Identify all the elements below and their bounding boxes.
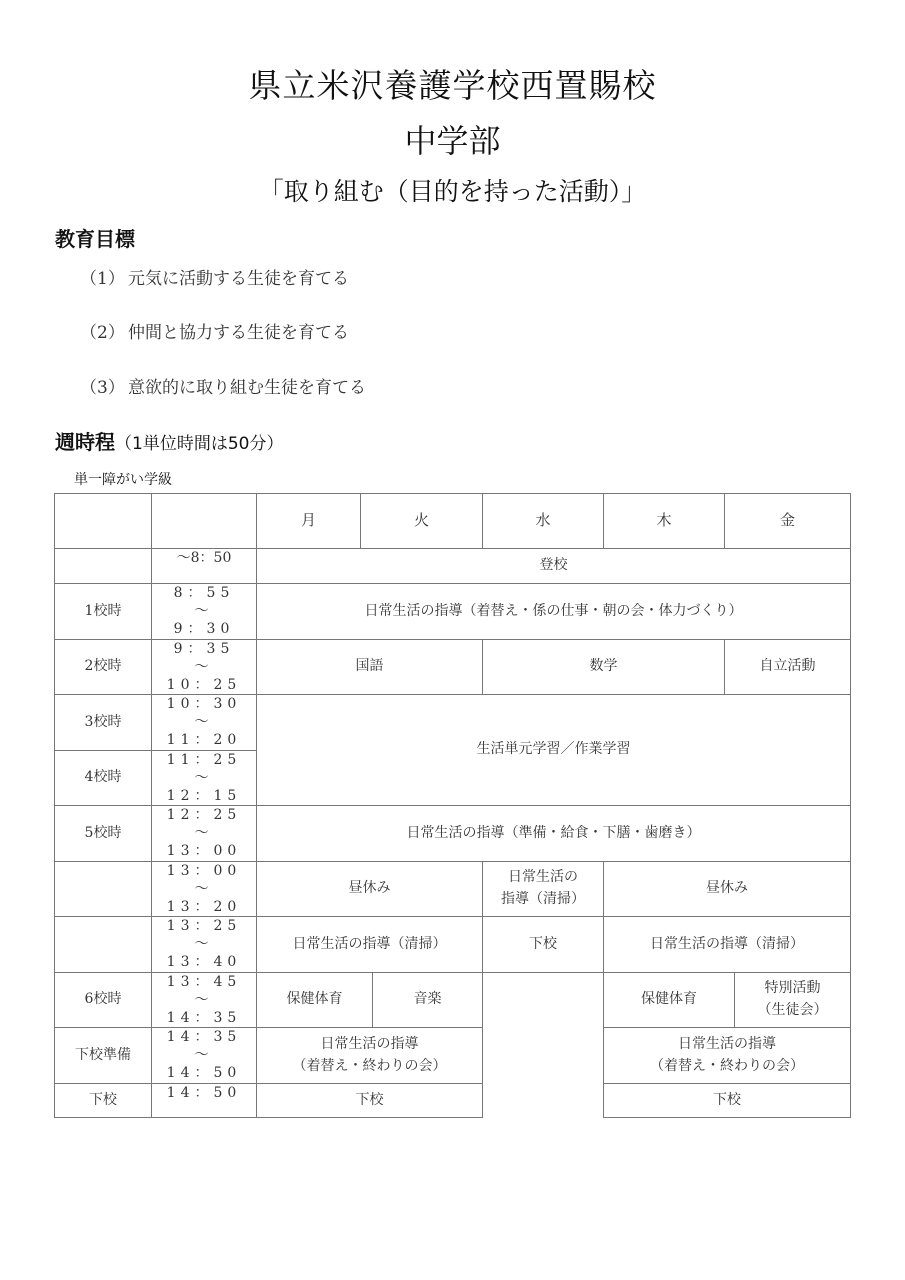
time-cell	[151, 548, 257, 584]
lunch-wed-line2: 指導（清掃）	[501, 891, 585, 907]
time-cell	[151, 1083, 257, 1118]
time-separator: ～	[194, 603, 214, 619]
prep-thu-fri-cell	[603, 1027, 851, 1084]
time-cell	[151, 750, 257, 806]
p6-mon-cell: 保健体育	[256, 972, 373, 1028]
weekly-schedule-heading	[55, 426, 283, 455]
time-start: 13：45	[166, 974, 242, 990]
time-start: 10：30	[166, 696, 242, 712]
header-blank-time	[151, 493, 257, 549]
goal-number: （3）	[80, 378, 125, 398]
prep-line1: 日常生活の指導	[678, 1035, 776, 1052]
period-label: 下校	[54, 1083, 152, 1118]
goal-text: 元気に活動する生徒を育てる	[128, 269, 349, 289]
time-end: 10：25	[166, 677, 242, 693]
time-start: 12：25	[166, 807, 242, 823]
p6-fri-line1: 特別活動	[764, 980, 821, 997]
lunch-thu-fri-cell: 昼休み	[603, 861, 851, 917]
time-end: 9：30	[173, 621, 235, 637]
time-start: 13：25	[166, 918, 242, 934]
p6-fri-line2: （生徒会）	[757, 1002, 828, 1018]
lunch-wed-cell	[482, 861, 604, 917]
time-start: 14：35	[166, 1029, 242, 1045]
goals-heading: 教育目標	[55, 227, 135, 251]
prep-line2: （着替え・終わりの会）	[292, 1057, 447, 1074]
period-label: 下校準備	[54, 1027, 152, 1084]
dismissal-mon-tue-cell: 下校	[256, 1083, 483, 1118]
period-label	[54, 916, 152, 973]
time-separator: ～	[194, 936, 214, 952]
time-cell	[151, 1027, 257, 1084]
class-label: 単一障がい学級	[74, 472, 172, 488]
time-separator: ～	[194, 881, 214, 897]
time-start: 8：55	[173, 585, 235, 601]
time-start: 14：50	[166, 1085, 242, 1101]
p2-mon-tue-cell: 国語	[256, 639, 483, 695]
period-label	[54, 548, 152, 584]
time-cell	[151, 972, 257, 1028]
cleaning-wed-cell: 下校	[482, 916, 604, 973]
prep-line2: （着替え・終わりの会）	[650, 1057, 804, 1074]
time-cell	[151, 805, 257, 862]
time-start: 9：35	[173, 641, 235, 657]
goal-number: （1）	[80, 269, 125, 289]
lunch-mon-tue-cell: 昼休み	[256, 861, 483, 917]
time-cell	[151, 639, 257, 695]
period-label: 1校時	[54, 583, 152, 640]
time-end: 11：20	[166, 732, 242, 748]
p2-fri-cell: 自立活動	[724, 639, 851, 695]
time-start: 11：25	[166, 752, 242, 768]
period-label	[54, 861, 152, 917]
period-label: 5校時	[54, 805, 152, 862]
time-cell	[151, 694, 257, 751]
time-end: 13：20	[166, 899, 242, 915]
dismissal-thu-fri-cell: 下校	[603, 1083, 851, 1118]
p6-fri-cell	[734, 972, 851, 1028]
goal-number: （2）	[80, 323, 125, 343]
time-cell	[151, 861, 257, 917]
time-end: 13：40	[166, 954, 242, 970]
time-separator: ～	[194, 1047, 214, 1063]
time-separator: ～	[194, 770, 214, 786]
day-header-fri: 金	[724, 493, 851, 549]
time-end: 12：15	[166, 788, 242, 804]
prep-line1: 日常生活の指導	[320, 1035, 419, 1052]
day-header-thu: 木	[603, 493, 725, 549]
theme-title: 「取り組む（目的を持った活動）」	[258, 177, 647, 206]
time-start: ～8：50	[176, 550, 232, 566]
time-separator: ～	[194, 659, 214, 675]
time-end: 13：00	[166, 843, 242, 859]
arrival-cell: 登校	[256, 548, 851, 584]
time-separator: ～	[194, 825, 214, 841]
weekly-schedule-title: 週時程	[55, 430, 115, 454]
header-blank-period	[54, 493, 152, 549]
period-label: 4校時	[54, 750, 152, 806]
wed-afternoon-empty-cell	[482, 972, 604, 1118]
lunch-wed-line1: 日常生活の	[508, 869, 578, 886]
department-title: 中学部	[404, 122, 501, 160]
day-header-wed: 水	[482, 493, 604, 549]
time-separator: ～	[194, 714, 214, 730]
goal-text: 意欲的に取り組む生徒を育てる	[128, 378, 366, 398]
unit-time-note: （1単位時間は50分）	[115, 434, 284, 454]
p2-wed-thu-cell: 数学	[482, 639, 725, 695]
period-label: 2校時	[54, 639, 152, 695]
cleaning-thu-fri-cell: 日常生活の指導（清掃）	[603, 916, 851, 973]
time-start: 13：00	[166, 863, 242, 879]
p6-thu-cell: 保健体育	[603, 972, 735, 1028]
day-header-tue: 火	[360, 493, 483, 549]
school-name: 県立米沢養護学校西置賜校	[248, 66, 657, 105]
p1-cell: 日常生活の指導（着替え・係の仕事・朝の会・体力づくり）	[256, 583, 851, 640]
time-end: 14：50	[166, 1065, 242, 1081]
p3-p4-cell: 生活単元学習／作業学習	[256, 694, 851, 806]
goal-item	[80, 264, 349, 289]
time-separator: ～	[194, 992, 214, 1008]
prep-mon-tue-cell	[256, 1027, 483, 1084]
period-label: 3校時	[54, 694, 152, 751]
cleaning-mon-tue-cell: 日常生活の指導（清掃）	[256, 916, 483, 973]
day-header-mon: 月	[256, 493, 361, 549]
time-end: 14：35	[166, 1010, 242, 1026]
goal-item	[80, 318, 349, 343]
time-cell	[151, 916, 257, 973]
p6-tue-cell: 音楽	[372, 972, 483, 1028]
goal-text: 仲間と協力する生徒を育てる	[128, 323, 349, 343]
goal-item	[80, 373, 366, 398]
p5-cell: 日常生活の指導（準備・給食・下膳・歯磨き）	[256, 805, 851, 862]
period-label: 6校時	[54, 972, 152, 1028]
time-cell	[151, 583, 257, 640]
